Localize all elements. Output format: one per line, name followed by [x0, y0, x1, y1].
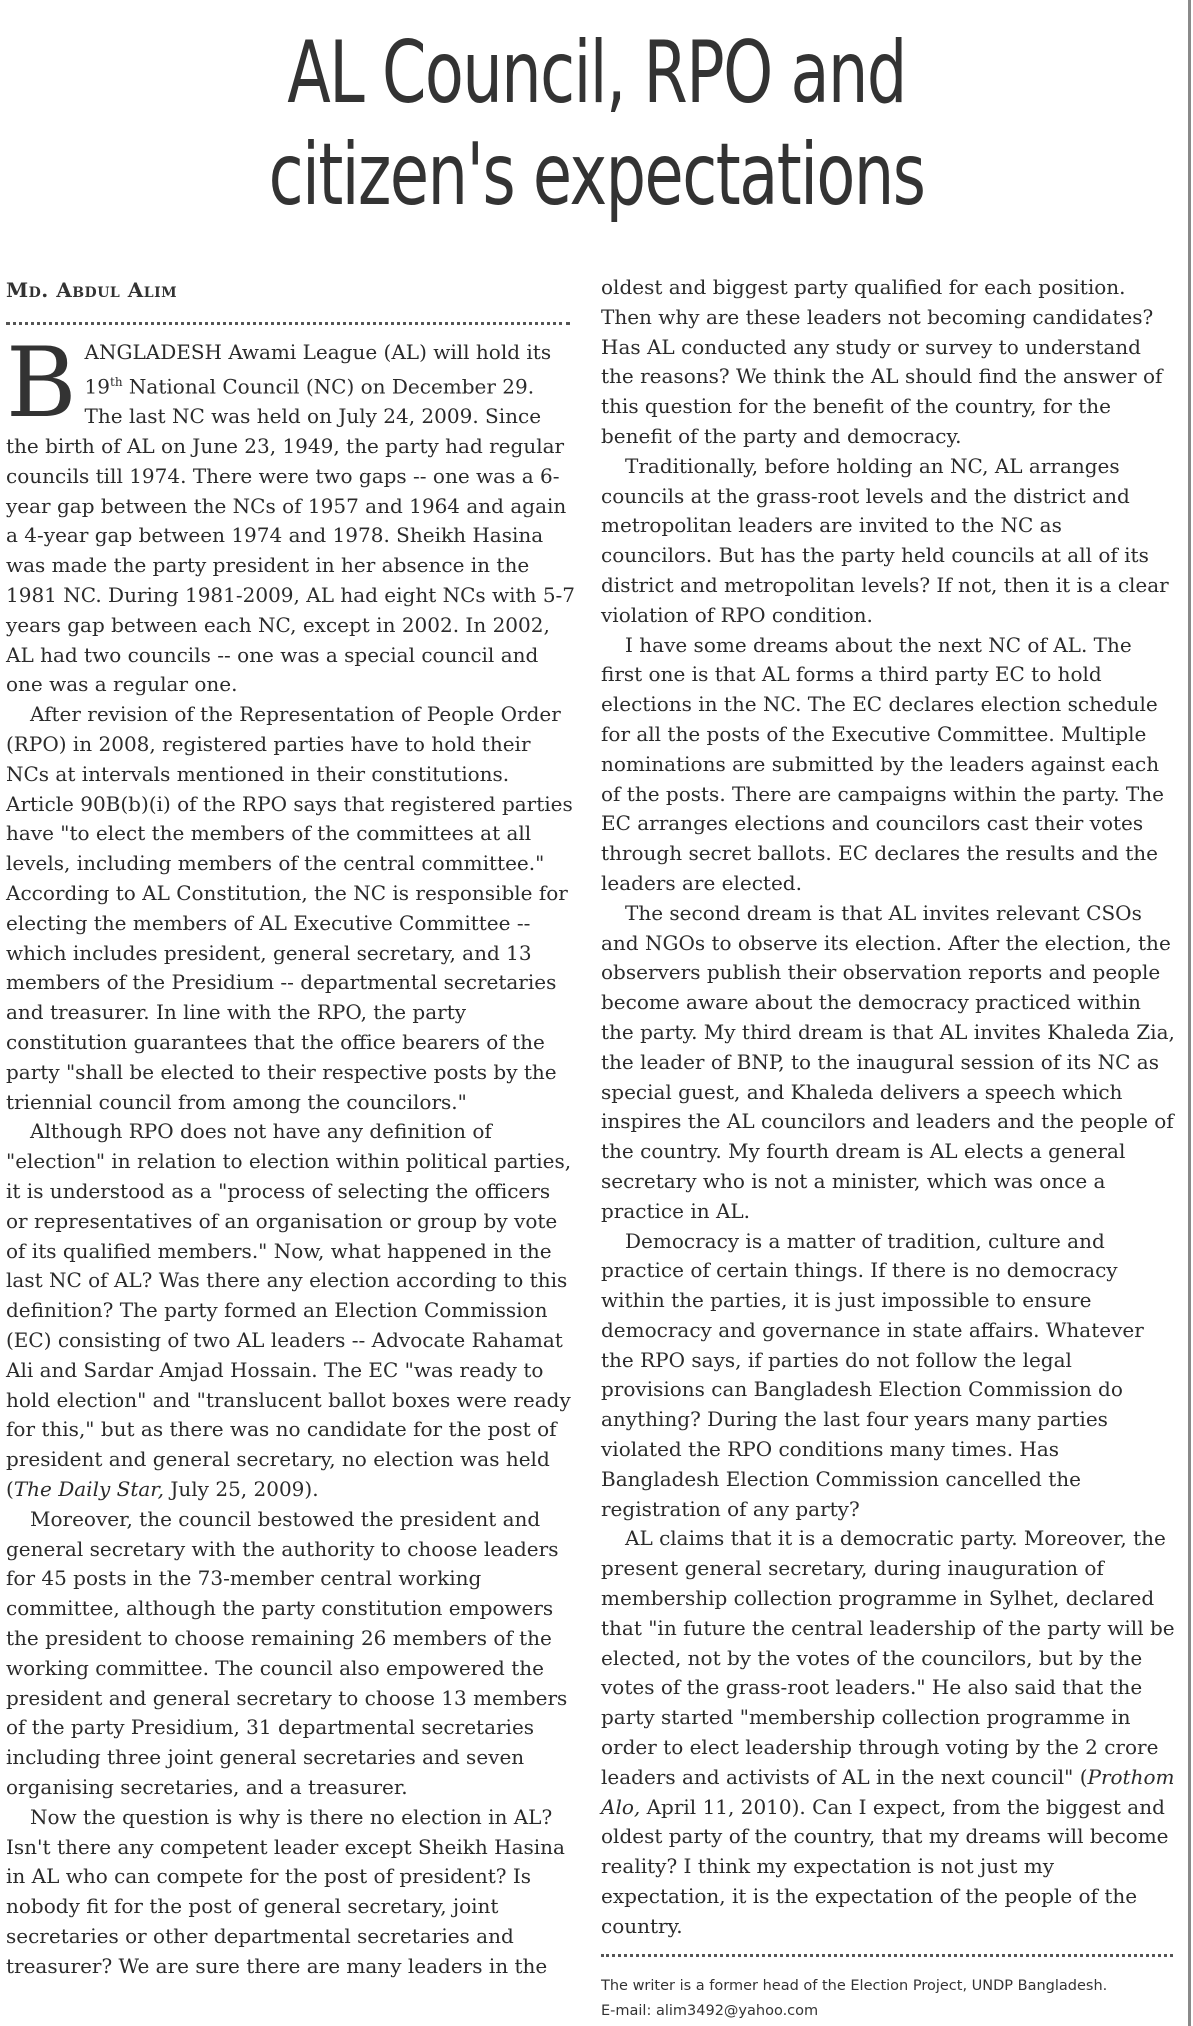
article-column-left	[6, 327, 578, 1981]
paragraph-5: Now the question is why is there no election in AL? Isn't there any competent leader except Sheikh Hasina in AL who can compete for the post of president? Is nobody fit for the post of general secretary, joint secretaries or other departmental secretaries and treasurer? We are sure there are many leaders in the	[6, 1804, 565, 1978]
paragraph-5-continued: oldest and biggest party qualified for each position. Then why are these leaders not becoming candidates? Has AL conducted any study or survey to understand the reasons? We think the AL should find the answer of this question for the benefit of the country, for the benefit of the party and democracy.	[601, 275, 1163, 448]
author-footnote	[601, 1974, 1181, 2024]
paragraph-4: Moreover, the council bestowed the president and general secretary with the authority to choose leaders for 45 posts in the 73-member central working committee, although the party constitution empowers the president to choose remaining 26 members of the working committee. The council also empowered the president and general secretary to choose 13 members of the party Presidium, 31 departmental secretaries including three joint general secretaries and seven organising secretaries, and a treasurer.	[6, 1506, 568, 1799]
page-edge-rule	[1188, 0, 1191, 2026]
paragraph-8: The second dream is that AL invites relevant CSOs and NGOs to observe its election. After the election, the observers publish their observation reports and people become aware about the democracy practiced within the party. My third dream is that AL invites Khaleda Zia, the leader of BNP, to the inaugural session of its NC as special guest, and Khaleda delivers a speech which inspires the AL councilors and leaders and the people of the country. My fourth dream is AL elects a general secretary who is not a minister, which was once a practice in AL.	[601, 900, 1175, 1223]
article-headline	[155, 22, 1038, 226]
paragraph-3-end: July 25, 2009).	[164, 1476, 319, 1501]
paragraph-1-start: ANGLADESH Awami League (AL) will hold its	[84, 340, 552, 364]
paragraph-3	[6, 1117, 578, 1504]
paragraph-1	[6, 327, 578, 700]
paragraph-10-end: April 11, 2010). Can I expect, from the biggest and oldest party of the country, that my dreams will become reality? I think my expectation is not just my expectation, it is the expectation of the people of the country.	[601, 1794, 1169, 1938]
paragraph-3-text: Although RPO does not have any definition of "election" in relation to election within political parties, it is understood as a "process of selecting the officers or representatives of an organisation or group by vote of its qualified members." Now, what happened in the last NC of AL? Was there any election according to this definition? The party formed an Election Commission (EC) consisting of two AL leaders -- Advocate Rahamat Ali and Sardar Amjad Hossain. The EC "was ready to hold election" and "translucent ballot boxes were ready for this," but as there was no candidate for the post of president and general secretary, no election was held (	[6, 1119, 572, 1501]
paragraph-1-rest: National Council (NC) on December 29. The last NC was held on July 24, 2009. Since the birth of AL on June 23, 1949, the party had regular councils till 1974. There were two gaps -- one was a 6-year gap between the NCs of 1957 and 1964 and again a 4-year gap between 1974 and 1978. Sheikh Hasina was made the party president in her absence in the 1981 NC. During 1981-2009, AL had eight NCs with 5-7 years gap between each NC, except in 2002. In 2002, AL had two councils -- one was a special council and one was a regular one.	[6, 374, 576, 697]
paragraph-9: Democracy is a matter of tradition, culture and practice of certain things. If there is no democracy within the parties, it is just impossible to ensure democracy and governance in state affairs. Whatever the RPO says, if parties do not follow the legal provisions can Bangladesh Election Commission do anything? During the last four years many parties violated the RPO conditions many times. Has Bangladesh Election Commission cancelled the registration of any party?	[601, 1228, 1144, 1521]
headline-line-1: AL Council, RPO and	[287, 23, 906, 123]
paragraph-10	[601, 1524, 1178, 1941]
paragraph-10-text: AL claims that it is a democratic party. Moreover, the present general secretary, during inauguration of membership collection programme in Sylhet, declared that "in future the central leadership of the party will be elected, not by the votes of the councilors, but by the votes of the grass-root leaders." He also said that the party started "membership collection programme in order to elect leadership through voting by the 2 crore leaders and activists of AL in the next council" (	[601, 1526, 1175, 1789]
byline-divider	[6, 322, 570, 325]
ordinal-suffix: th	[110, 374, 123, 389]
paragraph-2: After revision of the Representation of People Order (RPO) in 2008, registered parties have to hold their NCs at intervals mentioned in their constitutions. Article 90B(b)(i) of the RPO says that registered parties have "to elect the members of the committees at all levels, including members of the central committee." According to AL Constitution, the NC is responsible for electing the members of AL Executive Committee -- which includes president, general secretary, and 13 members of the Presidium -- departmental secretaries and treasurer. In line with the RPO, the party constitution guarantees that the office bearers of the party "shall be elected to their respective posts by the triennial council from among the councilors."	[6, 702, 573, 1114]
footnote-divider	[601, 1954, 1173, 1957]
drop-cap: B	[6, 327, 77, 439]
article-column-right	[601, 273, 1178, 1942]
source-citation: Prothom Alo,	[601, 1764, 1175, 1819]
paragraph-6: Traditionally, before holding an NC, AL arranges councils at the grass-root levels and the district and metropolitan leaders are invited to the NC as councilors. But has the party held councils at all of its district and metropolitan levels? If not, then it is a clear violation of RPO condition.	[601, 453, 1169, 627]
footnote-bio: The writer is a former head of the Election Project, UNDP Bangladesh.	[601, 1978, 1108, 1994]
footnote-email: E-mail: alim3492@yahoo.com	[601, 2003, 819, 2019]
headline-line-2: citizen's expectations	[268, 125, 925, 225]
author-byline: Md. Abdul Alim	[6, 278, 178, 302]
paragraph-7: I have some dreams about the next NC of AL. The first one is that AL forms a third party EC to hold elections in the NC. The EC declares election schedule for all the posts of the Executive Committee. Multiple nominations are submitted by the leaders against each of the posts. There are campaigns within the party. The EC arranges elections and councilors cast their votes through secret ballots. EC declares the results and the leaders are elected.	[601, 632, 1164, 895]
source-citation: The Daily Star,	[13, 1476, 165, 1501]
council-number: 19	[84, 374, 110, 399]
